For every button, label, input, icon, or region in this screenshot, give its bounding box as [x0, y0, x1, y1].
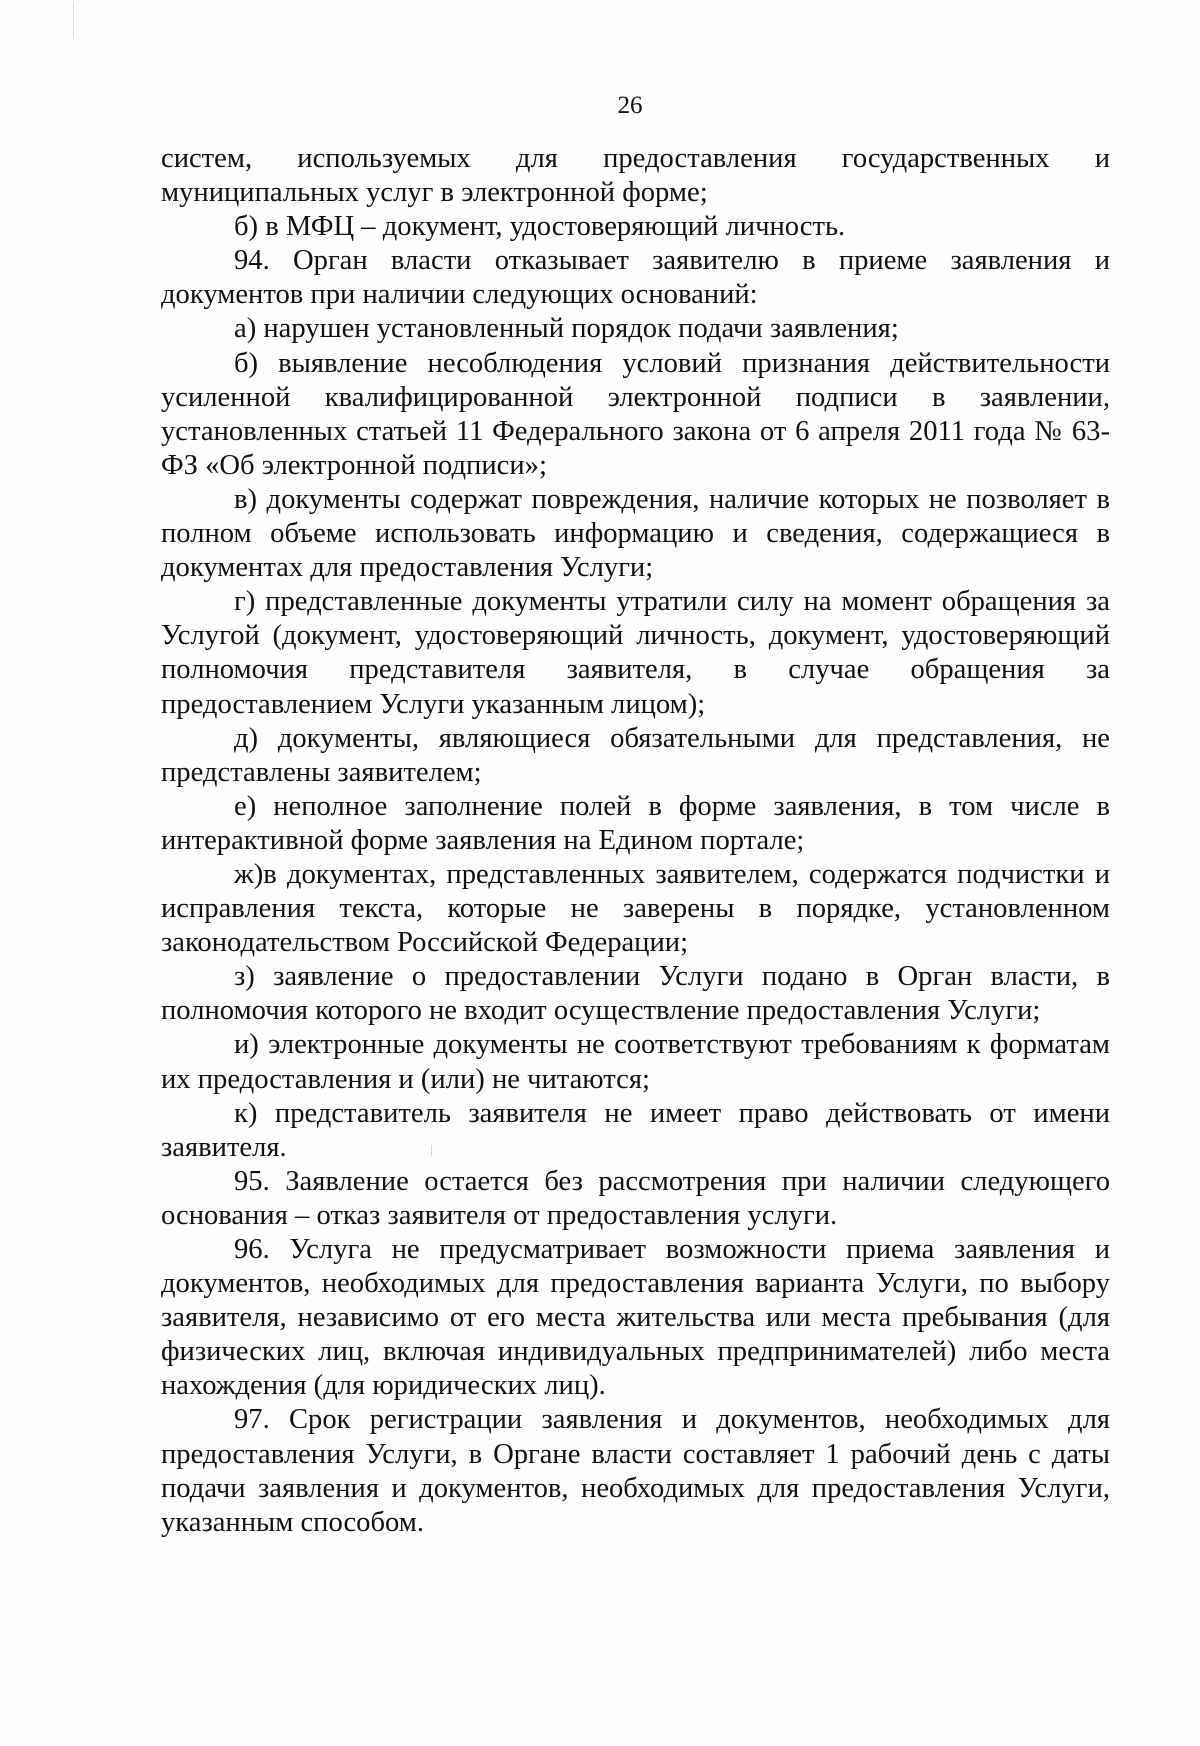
- paragraph: в) документы содержат повреждения, наличие которых не позволяет в полном объеме использовать информацию и сведения, содержащиеся в документах для предоставления Услуги;: [161, 483, 1110, 584]
- paragraph: е) неполное заполнение полей в форме заявления, в том числе в интерактивной форме заявления на Едином портале;: [161, 790, 1110, 856]
- paragraph: систем, используемых для предоставления государственных и муниципальных услуг в электронной форме;: [161, 143, 1110, 209]
- paragraph: а) нарушен установленный порядок подачи заявления;: [234, 313, 899, 345]
- paragraph: з) заявление о предоставлении Услуги подано в Орган власти, в полномочия которого не входит осуществление предоставления Услуги;: [161, 961, 1110, 1027]
- page-number: 26: [617, 92, 643, 119]
- paragraph: 96. Услуга не предусматривает возможности приема заявления и документов, необходимых для предоставления варианта Услуги, по выбору заявителя, независимо от его места жительства или места пребывания (для физических лиц, включая индивидуальных предпринимателей) либо места нахождения (для юридических лиц).: [161, 1234, 1110, 1402]
- document-body: [161, 142, 1110, 1540]
- paragraph: к) представитель заявителя не имеет право действовать от имени заявителя.: [161, 1097, 1110, 1163]
- paragraph: 94. Орган власти отказывает заявителю в приеме заявления и документов при наличии следующих оснований:: [161, 245, 1110, 311]
- paragraph: и) электронные документы не соответствуют требованиям к форматам их предоставления и (или) не читаются;: [161, 1029, 1110, 1095]
- paragraph: б) выявление несоблюдения условий признания действительности усиленной квалифицированной электронной подписи в заявлении, установленных статьей 11 Федерального закона от 6 апреля 2011 года № 63-ФЗ «Об электронной подписи»;: [161, 347, 1110, 481]
- paragraph: д) документы, являющиеся обязательными для представления, не представлены заявителем;: [161, 722, 1110, 788]
- paragraph: 95. Заявление остается без рассмотрения при наличии следующего основания – отказ заявителя от предоставления услуги.: [161, 1165, 1110, 1231]
- scan-artifact: [73, 2, 74, 38]
- paragraph: г) представленные документы утратили силу на момент обращения за Услугой (документ, удостоверяющий личность, документ, удостоверяющий полномочия представителя заявителя, в случае обращения за предоставлением Услуги указанным лицом);: [161, 586, 1110, 720]
- paragraph: ж)в документах, представленных заявителем, содержатся подчистки и исправления текста, которые не заверены в порядке, установленном законодательством Российской Федерации;: [161, 858, 1110, 959]
- paragraph: 97. Срок регистрации заявления и документов, необходимых для предоставления Услуги, в Органе власти составляет 1 рабочий день с даты подачи заявления и документов, необходимых для предоставления Услуги, указанным способом.: [161, 1404, 1110, 1538]
- paragraph: б) в МФЦ – документ, удостоверяющий личность.: [234, 211, 846, 243]
